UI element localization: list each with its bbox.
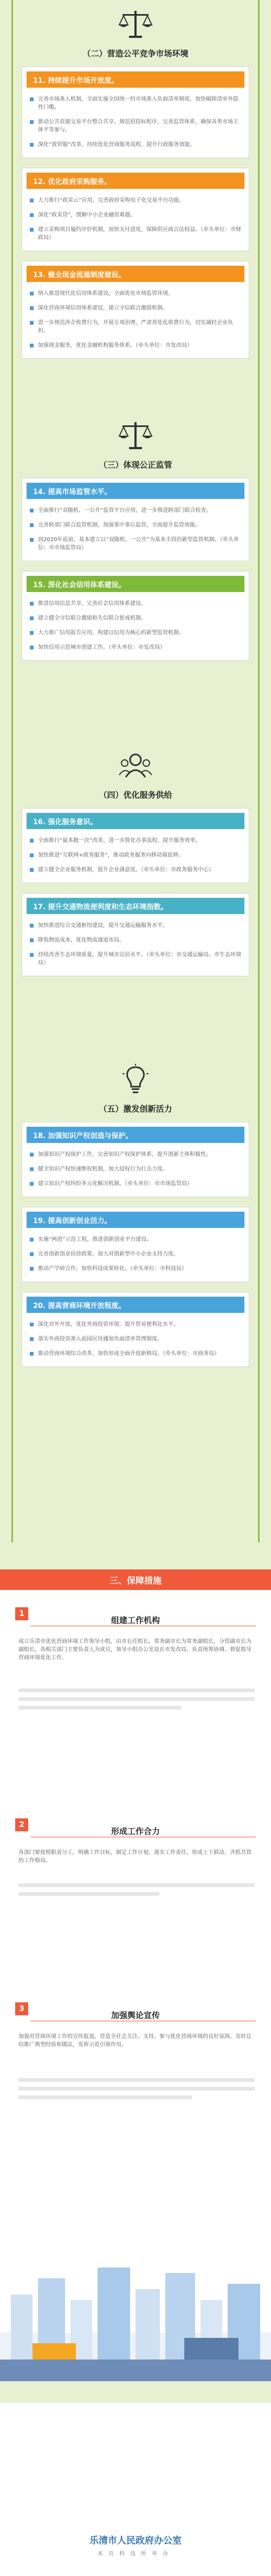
bullet-marker-icon: [30, 1352, 34, 1356]
card-market-openness: [22, 67, 249, 158]
text-placeholder-line: [18, 1892, 159, 1896]
bullet-marker-icon: [30, 924, 34, 928]
bullet: [22, 503, 249, 518]
bullet-text: 加快推进综合交通枢纽建设，提升交通运输服务水平。: [38, 923, 168, 929]
bullet: [22, 933, 249, 948]
item-title: 组建工作机构: [111, 1615, 160, 1625]
bullet-marker-icon: [30, 839, 34, 843]
bullet: [22, 1162, 249, 1177]
item-number: 2: [15, 1818, 28, 1831]
bullet: [22, 1232, 249, 1247]
section-competition: [22, 5, 249, 369]
card-heading: 18. 加强知识产权创造与保护。: [27, 1127, 244, 1143]
bullet: [22, 833, 249, 848]
bullet-marker-icon: [30, 509, 34, 512]
bullet-marker-icon: [30, 646, 34, 649]
bullet: [22, 948, 249, 970]
bullet-text: 大力推广信用报告应用，构建以信用为核心的新型监管机制。: [38, 630, 184, 636]
card-innovation-vitality: [22, 1207, 249, 1282]
bullet-text: 纳入推进现代化信用体系建设，全面优化市场监管环境。: [38, 291, 173, 297]
bullet-marker-icon: [30, 538, 34, 542]
item-number: 1: [15, 1607, 28, 1620]
bullet-marker-icon: [30, 853, 34, 857]
card-procurement: [22, 168, 249, 251]
card-heading: 19. 提高创新创业活力。: [27, 1212, 244, 1228]
section-title: （四）优化服务供给: [99, 790, 172, 800]
bullet: [22, 863, 249, 877]
bullet-marker-icon: [30, 868, 34, 872]
bullet: [22, 92, 249, 115]
bullet: [22, 848, 249, 863]
people-icon: [114, 747, 157, 786]
bullet: [22, 918, 249, 933]
bullet-text: 加快推进“互联网+政务服务”，推动政务服务向移动端延伸。: [38, 852, 184, 858]
right-border-line: [258, 0, 260, 1542]
bullet: [22, 1147, 249, 1162]
bullet-marker-icon: [30, 120, 34, 124]
bullet-text: 推动产学研合作，加快科技成果转化。（牵头单位：市科技局）: [38, 1266, 187, 1272]
bullet-text: 进一步规范涉企收费行为，开展专项治理，严肃查处乱收费行为，切实减轻企业负担。: [38, 320, 233, 334]
scale-icon: [114, 5, 157, 44]
item-text: 加强对营商环境工作的宣传报道，营造全社会关注、支持、参与优化营商环境的良好氛围。及时总结推广典型经验和做法，发挥示范引领作用。: [18, 2034, 251, 2048]
guarantee-item: [15, 2002, 256, 2186]
bullet-marker-icon: [30, 143, 34, 147]
scale-icon: [114, 417, 157, 456]
bullet: [22, 222, 249, 245]
text-placeholder-line: [18, 2095, 192, 2099]
bullet: [22, 626, 249, 640]
section-innovation: [22, 1061, 249, 1377]
city-skyline-illustration: [0, 2235, 271, 2381]
card-service-awareness: [22, 808, 249, 883]
card-market-supervision: [22, 478, 249, 561]
bullet: [22, 518, 249, 533]
lightbulb-icon: [114, 1061, 157, 1100]
section-title: （三）体现公正监管: [99, 460, 172, 470]
text-placeholder-line: [18, 1706, 181, 1710]
card-openness: [22, 1292, 249, 1367]
section-guarantee: [0, 1569, 271, 2381]
bullet: [22, 1177, 249, 1191]
bullet: [22, 1261, 249, 1276]
bullet-marker-icon: [30, 306, 34, 310]
bullet-text: 加快信用示范城市创建工作。（牵头单位：市发改局）: [38, 645, 165, 650]
card-heading: 13. 健全现金流通制度建设。: [27, 266, 244, 282]
card-ip-protection: [22, 1122, 249, 1197]
bullet-marker-icon: [30, 344, 34, 347]
bullet-text: 到2020年底前，基本建立以“双随机、一公开”为基本手段的新型监管机制。（牵头单位：市市场监管局）: [38, 537, 239, 551]
section-service: [22, 747, 249, 986]
text-placeholder-line: [18, 2078, 255, 2082]
bullet-text: 建立健全守信联合激励和失信联合惩戒机制。: [38, 615, 146, 621]
item-title: 形成工作合力: [111, 1826, 160, 1836]
bullet-text: 加强现金服务，优化金融机构服务体系。（牵头单位：市发改局）: [38, 343, 192, 349]
bullet-text: 深化对外开放，优化外商投资环境，提升贸易便利化水平。: [38, 1322, 179, 1328]
bullet: [22, 193, 249, 208]
bullet: [22, 1332, 249, 1346]
bullet: [22, 286, 249, 301]
footer-subtitle: 本页科技所举办: [98, 2551, 173, 2557]
bullet: [22, 1317, 249, 1332]
text-placeholder-line: [18, 1688, 255, 1692]
bullet-marker-icon: [30, 953, 34, 957]
card-heading: 16. 强化服务意识。: [27, 813, 244, 829]
bullet-marker-icon: [30, 1337, 34, 1341]
bullet-text: 完善市场准入机制，全面实施全国统一的市场准入负面清单制度，加快破除清单外隐性门槛。: [38, 96, 238, 110]
bullet-text: 推进信用信息共享，完善社会信用体系建设。: [38, 601, 146, 607]
bullet-text: 深化营商环境信用体系建设，建立守信联合激励机制。: [38, 305, 168, 311]
item-title: 加强舆论宣传: [111, 2010, 160, 2020]
bullet-marker-icon: [30, 321, 34, 325]
bullet-text: 实施“两创”示范工程，推进创新创业平台建设。: [38, 1237, 152, 1243]
card-heading: 15. 深化社会信用体系建设。: [27, 576, 244, 592]
bullet-marker-icon: [30, 1252, 34, 1256]
card-cash-circulation: [22, 261, 249, 359]
bullet-text: 全面推行“双随机、一公开”监管平台应用，进一步推进跨部门联合检查。: [38, 508, 212, 514]
item-text: 成立乐清市优化营商环境工作领导小组，由市长任组长，常务副市长为常务副组长，分管副市长为副组长，各相关部门主要负责人为成员，领导小组办公室设在市发改局，负责统筹协调、督促指导营商环境优化工作。: [18, 1639, 251, 1661]
item-text: 各部门要按照职责分工，明确工作目标，制定工作计划，落实工作责任，形成上下联动、齐抓共管的工作格局。: [18, 1850, 251, 1864]
bullet: [22, 208, 249, 222]
bullet: [22, 611, 249, 626]
card-heading: 12. 优化政府采购服务。: [27, 173, 244, 189]
bullet: [22, 338, 249, 353]
bullet-marker-icon: [30, 213, 34, 217]
bullet: [22, 640, 249, 655]
text-placeholder-line: [18, 2087, 255, 2091]
bullet-text: 完善创新创业扶持政策，加大对创新型中小企业支持力度。: [38, 1251, 179, 1257]
item-number: 3: [15, 2002, 28, 2015]
bullet-marker-icon: [30, 228, 34, 232]
bullet-text: 加强知识产权保护工作，完善知识产权保护体系，提升创新主体积极性。: [38, 1152, 211, 1158]
bullet-text: 建立知识产权纠纷多元化解决机制。（牵头单位：市市场监管局）: [38, 1181, 192, 1187]
footer-organization: 乐清市人民政府办公室: [89, 2535, 182, 2546]
card-heading: 20. 提高营商环境开放程度。: [27, 1297, 244, 1313]
card-heading: 14. 提高市场监管水平。: [27, 483, 244, 499]
bullet-marker-icon: [30, 1238, 34, 1241]
bullet-text: 健全知识产权快速维权机制，加大侵权行为打击力度。: [38, 1166, 168, 1172]
bullet-text: 深化“放管服”改革，持续优化营商服务流程，提升行政服务效能。: [38, 142, 196, 148]
bullet-text: 落实外商投资准入前国民待遇加负面清单管理制度。: [38, 1336, 163, 1342]
text-placeholder-line: [18, 1883, 255, 1887]
bullet-text: 建立健全企业服务机制，提升企业满意度。（牵头单位：市政务服务中心）: [38, 867, 214, 873]
bullet-marker-icon: [30, 938, 34, 942]
bullet-marker-icon: [30, 292, 34, 295]
footer: [0, 2403, 271, 2576]
bullet: [22, 596, 249, 611]
bullet-marker-icon: [30, 616, 34, 620]
bullet-marker-icon: [30, 199, 34, 202]
section-title: （五）激发创新活力: [99, 1104, 172, 1114]
bullet-text: 完善跨部门联合监管机制，加强事中事后监管，全面提升监管效能。: [38, 522, 201, 528]
guarantee-item: [15, 1607, 256, 1813]
bullet-marker-icon: [30, 97, 34, 101]
bullet-marker-icon: [30, 1267, 34, 1271]
bullet-marker-icon: [30, 1182, 34, 1186]
card-heading: 17. 提升交通物流便利度和生态环境指数。: [27, 898, 244, 914]
bullet-text: 全面推行“最多跑一次”改革，进一步简化办事流程，提升服务效率。: [38, 838, 201, 844]
bullet: [22, 115, 249, 137]
bullet-marker-icon: [30, 631, 34, 635]
bullet-text: 深化“政采贷”，缓解中小企业融资难题。: [38, 212, 136, 218]
bullet-text: 建立采购项目履约评价机制，加快支付进度，保障供应商合法权益。（牵头单位：市财政局）: [38, 227, 241, 241]
bullet-marker-icon: [30, 1167, 34, 1171]
bullet-marker-icon: [30, 1323, 34, 1326]
text-placeholder-line: [18, 1697, 255, 1701]
bullet-text: 大力推行“政采云”应用，完善政府采购电子化交易平台功能。: [38, 198, 185, 203]
card-heading: 11. 持续提升市场开放度。: [27, 71, 244, 88]
card-credit-system: [22, 571, 249, 661]
bullet: [22, 1346, 249, 1361]
left-border-line: [11, 0, 13, 1542]
bullet: [22, 1247, 249, 1261]
bullet: [22, 137, 249, 152]
bullet-marker-icon: [30, 1153, 34, 1156]
bullet-marker-icon: [30, 523, 34, 527]
section-supervision: [22, 417, 249, 671]
bullet-text: 推动公共资源交易平台整合共享，规范招投标程序，完善监管体系，确保各类市场主体平等参与。: [38, 119, 238, 133]
guarantee-item: [15, 1818, 256, 1981]
guarantee-banner: 三、保障措施: [0, 1569, 271, 1590]
card-logistics-environment: [22, 893, 249, 976]
bullet-text: 降低物流成本，优化物流通道布局。: [38, 937, 125, 943]
bullet: [22, 316, 249, 338]
bullet: [22, 301, 249, 316]
bullet-marker-icon: [30, 602, 34, 606]
section-title: （二）营造公平竞争市场环境: [82, 49, 189, 58]
bullet-text: 持续改善生态环境质量，提升城市宜居水平。（牵头单位：市交通运输局、市生态环境局）: [38, 952, 241, 966]
bullet: [22, 533, 249, 555]
bullet-text: 推动营商环境综合改革，加快形成全面开放新格局。（牵头单位：市商务局）: [38, 1351, 220, 1357]
